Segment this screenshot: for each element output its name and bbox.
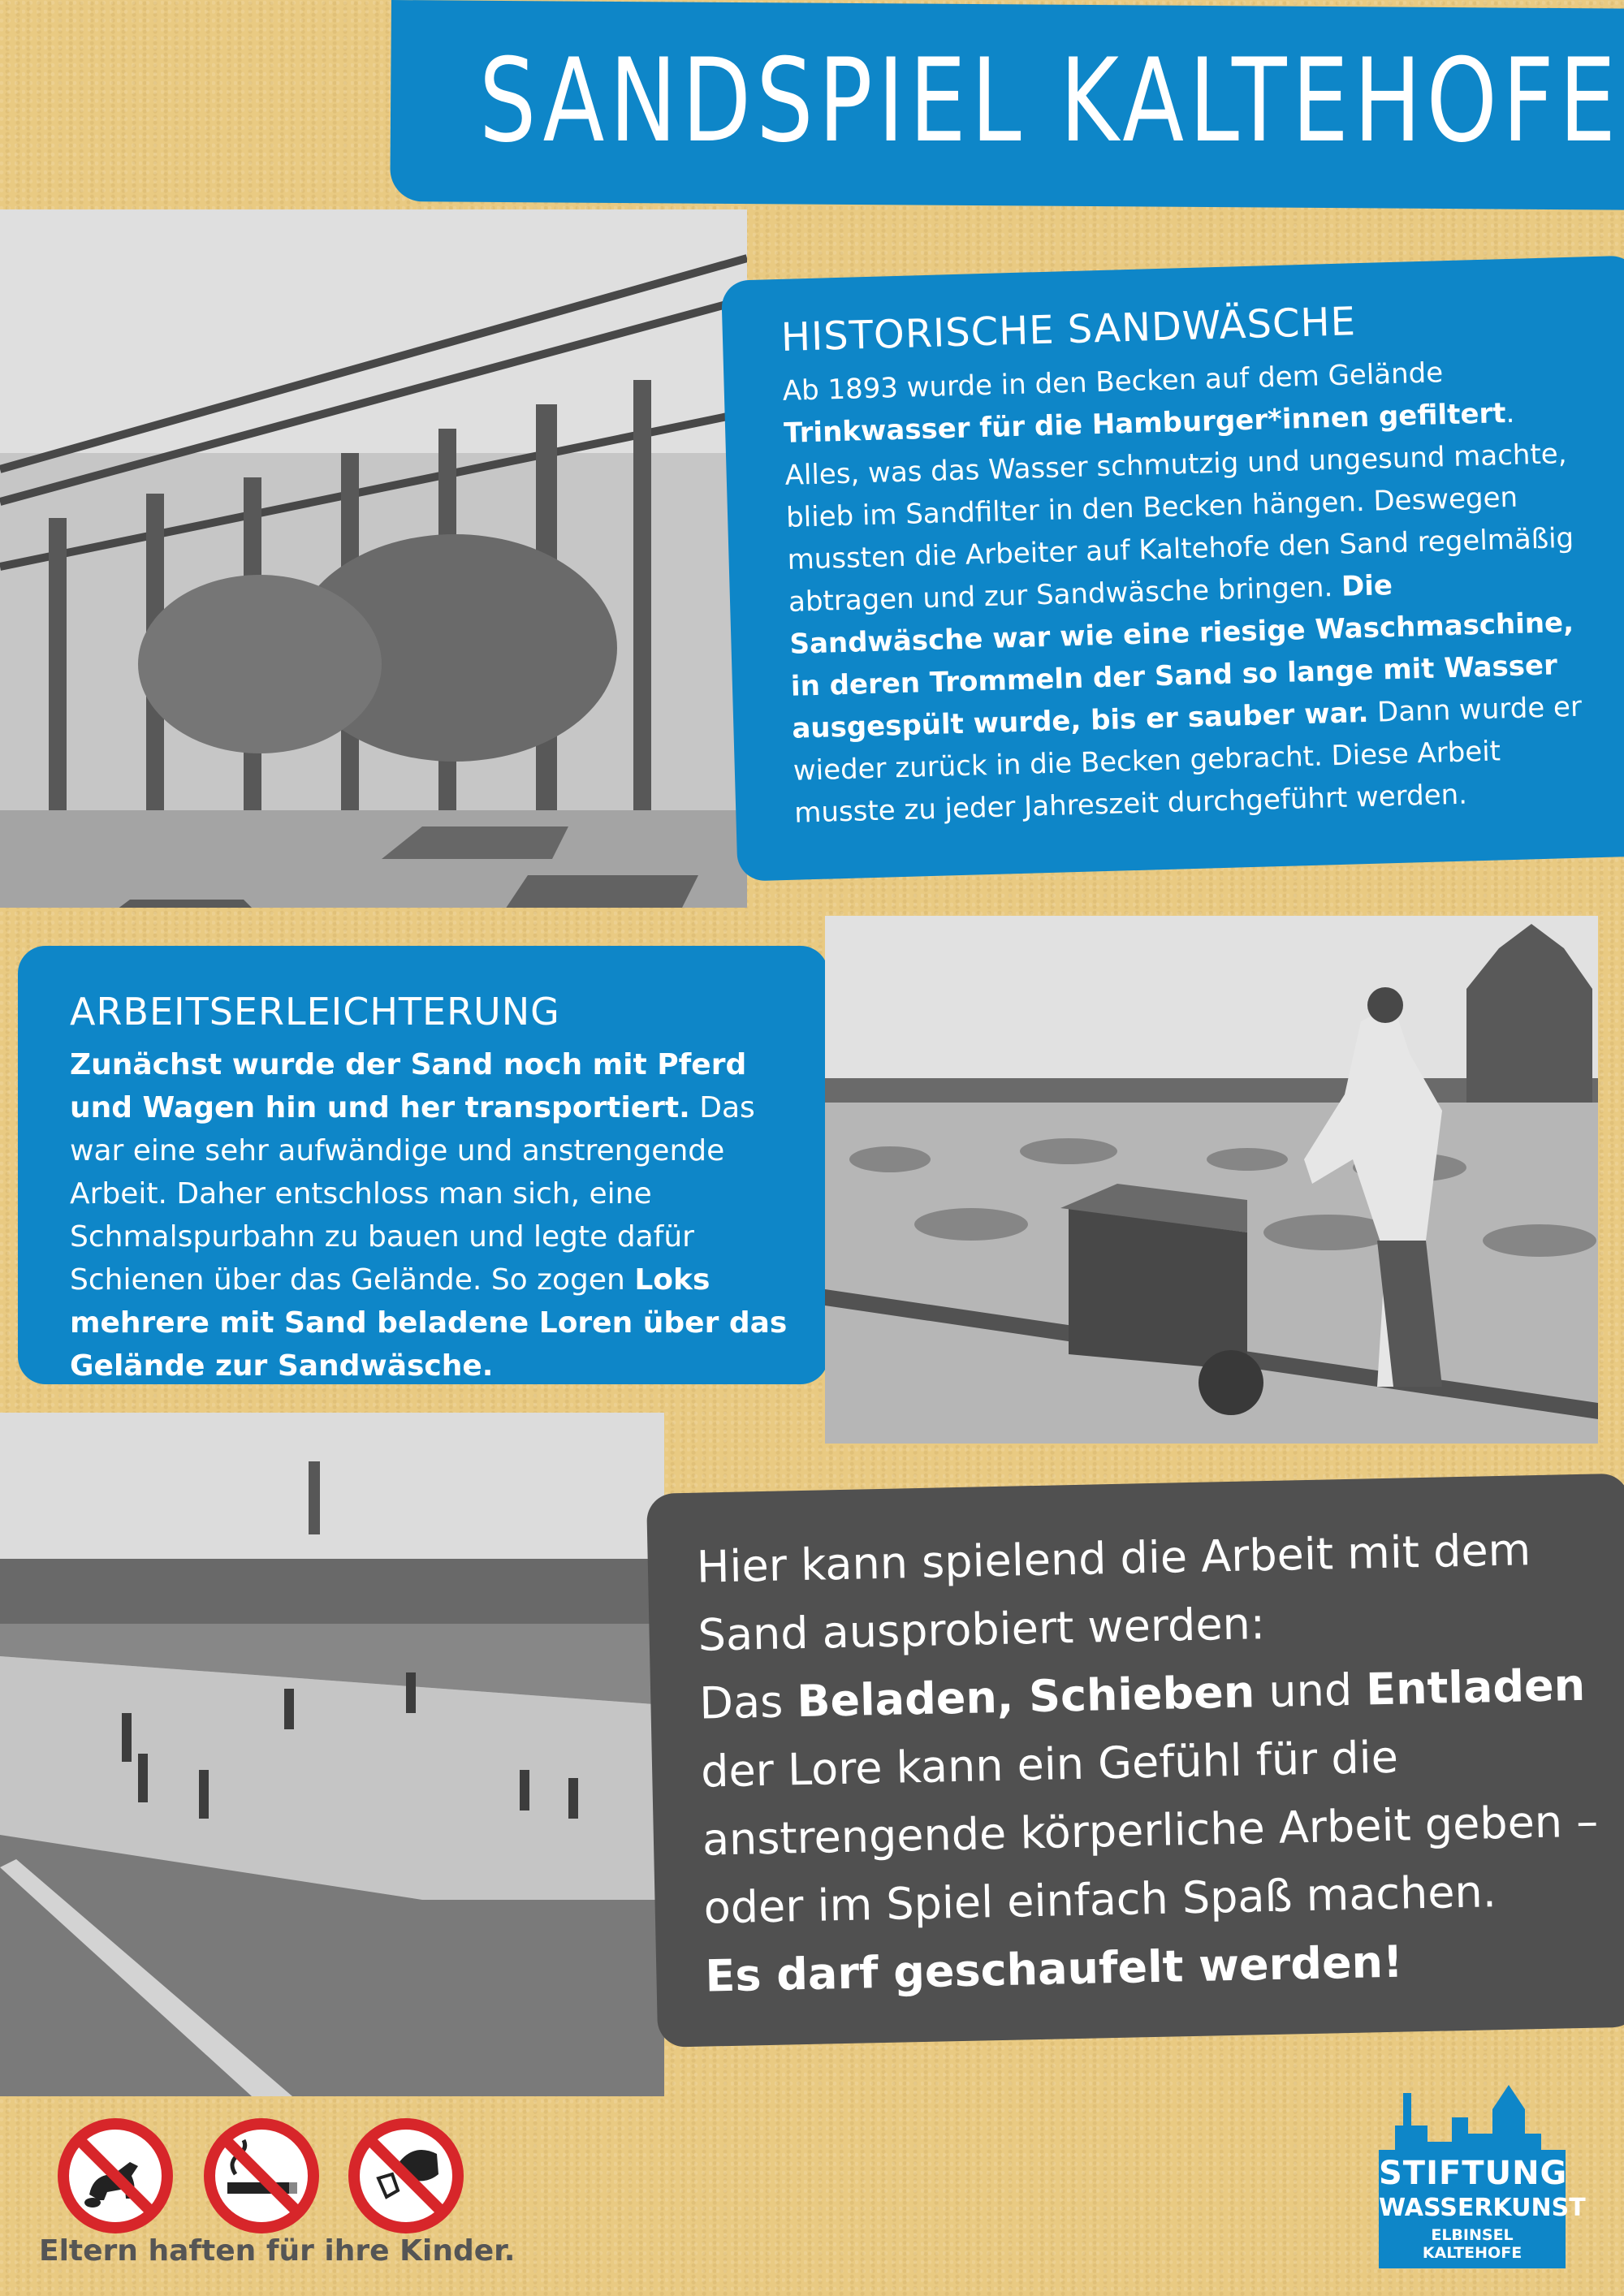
photo-sand-washing-machine (0, 209, 747, 908)
logo-line-1: STIFTUNG (1379, 2155, 1568, 2192)
parental-liability-warning: Eltern haften für ihre Kinder. (39, 2234, 516, 2268)
relief-text-3: Loks mehrere mit Sand beladene Loren über das Gelände zur Sandwäsche. (70, 1263, 788, 1383)
play-text-2: Das (698, 1676, 798, 1729)
play-text-6: der Lore kann ein Gefühl für die anstrengende körperliche Arbeit geben – oder im Spiel einfach Spaß machen. (700, 1731, 1599, 1934)
play-text-4: und (1254, 1664, 1367, 1718)
history-text-5: Dann wurde er wieder zurück in die Becken gebracht. Diese Arbeit musste zu jeder Jahreszeit durchgeführt werden. (793, 690, 1583, 830)
photo-worker-pushing-cart (825, 916, 1598, 1444)
page-title: SANDSPIEL KALTEHOFE (479, 34, 1622, 168)
history-text-4: Die Sandwäsche war wie eine riesige Waschmaschine, in deren Trommeln der Sand so lange mit Wasser ausgespült wurde, bis er sauber war. (788, 569, 1574, 745)
history-textbox (721, 255, 1624, 881)
history-text-3: . Alles, was das Wasser schmutzig und ungesund machte, blieb im Sandfilter in den Becken hängen. Deswegen mussten die Arbeiter auf Kaltehofe den Sand regelmäßig abtragen und zur Sandwäsche bringen. (784, 396, 1574, 619)
photo-filter-basin-workers (0, 1413, 664, 2096)
history-paragraph (782, 347, 1597, 834)
no-littering-icon (348, 2117, 464, 2234)
logo-line-2: WASSERKUNST (1379, 2194, 1586, 2222)
play-textbox (646, 1474, 1624, 2048)
no-dog-fouling-icon (57, 2117, 174, 2234)
no-smoking-icon (203, 2117, 320, 2234)
play-text-7: Es darf geschaufelt werden! (704, 1936, 1404, 2002)
play-text-5: Entladen (1365, 1659, 1586, 1716)
play-paragraph (696, 1514, 1607, 2010)
relief-textbox (18, 946, 828, 1384)
history-text-2: Trinkwasser für die Hamburger*innen gefiltert (783, 397, 1507, 450)
history-heading: HISTORISCHE SANDWÄSCHE (780, 299, 1357, 360)
relief-paragraph (70, 1043, 796, 1388)
relief-text-1: Zunächst wurde der Sand noch mit Pferd und Wagen hin und her transportiert. (70, 1048, 747, 1124)
stiftung-wasserkunst-logo (1379, 2077, 1586, 2268)
history-text-1: Ab 1893 wurde in den Becken auf dem Gelände (782, 356, 1444, 408)
play-text-1: Hier kann spielend die Arbeit mit dem Sand ausprobiert werden: (696, 1524, 1531, 1661)
play-text-3: Beladen, Schieben (796, 1666, 1255, 1728)
relief-heading: ARBEITSERLEICHTERUNG (70, 990, 560, 1034)
relief-text-2: Das war eine sehr aufwändige und anstrengende Arbeit. Daher entschloss man sich, eine Schmalspurbahn zu bauen und legte dafür Schienen über das Gelände. So zogen (70, 1091, 755, 1297)
logo-line-3: ELBINSEL KALTEHOFE (1422, 2226, 1522, 2262)
